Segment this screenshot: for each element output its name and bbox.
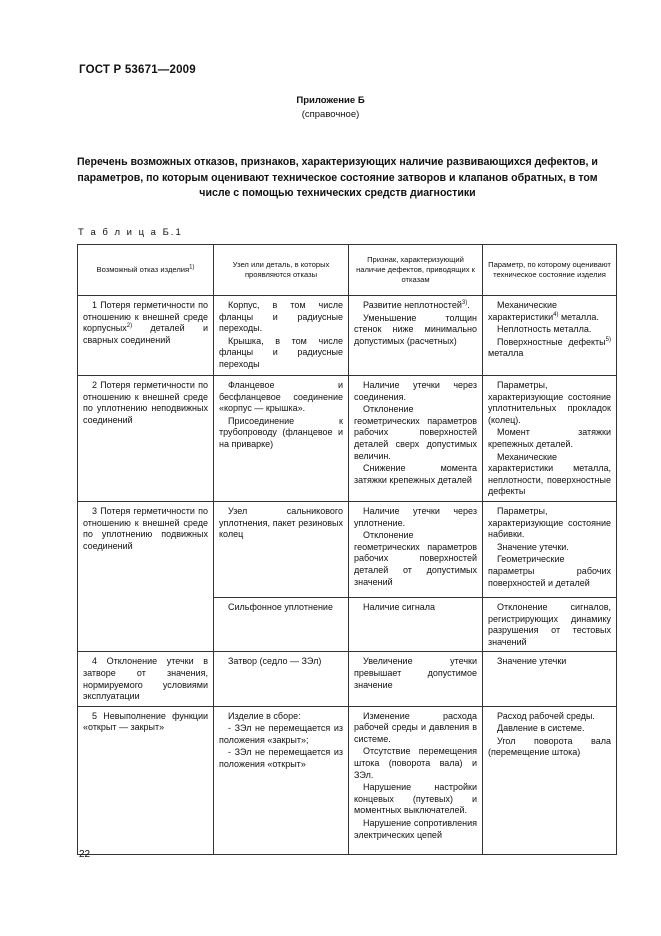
- table-row: [78, 376, 617, 502]
- table-caption: Т а б л и ц а Б.1: [78, 227, 183, 238]
- text-segment: Сильфонное уплотнение: [228, 601, 333, 612]
- standard-header: ГОСТ Р 53671—2009: [79, 64, 196, 76]
- text-segment: Узел или деталь, в которых проявляются отказы: [232, 260, 330, 279]
- table-cell: [78, 296, 214, 376]
- text-segment: 5 Невыполнение функции «открыт — закрыт»: [83, 710, 208, 733]
- text-segment: Параметры, характеризующие состояние набивки.: [488, 505, 611, 540]
- cell-paragraph: [354, 313, 477, 348]
- cell-paragraph: [83, 380, 208, 426]
- text-segment: Угол поворота вала (перемещение штока): [488, 735, 611, 758]
- footnote-ref: 2): [126, 323, 133, 330]
- cell-paragraph: [488, 711, 611, 723]
- text-segment: Фланцевое и бесфланцевое соединение «корпус — крышка».: [219, 380, 343, 414]
- text-segment: Наличие утечки через уплотнение.: [354, 505, 477, 528]
- cell-paragraph: [488, 656, 611, 668]
- cell-paragraph: [219, 711, 343, 723]
- text-segment: Наличие сигнала: [363, 601, 436, 612]
- footnote-ref: 4): [553, 311, 559, 318]
- table-cell: [483, 652, 617, 706]
- appendix-subtitle: (справочное): [301, 109, 360, 120]
- text-segment: Механические характеристики металла, неплотности, поверхностные дефекты: [488, 451, 611, 497]
- cell-paragraph: [354, 711, 477, 746]
- text-segment: металла: [488, 348, 524, 359]
- cell-paragraph: [488, 554, 611, 589]
- header-cell: [78, 245, 214, 296]
- footnote-ref: 1): [189, 264, 195, 271]
- cell-paragraph: [219, 506, 343, 541]
- table-cell: [214, 597, 349, 651]
- text-segment: 2 Потеря герметичности по отношению к внешней среде по уплотнению неподвижных соединений: [83, 380, 208, 425]
- page-number: 22: [79, 849, 91, 860]
- text-segment: Отклонение сигналов, регистрирующих динамику разрушения от тестовых значений: [488, 601, 611, 647]
- cell-paragraph: [219, 747, 343, 770]
- table-cell: [483, 597, 617, 651]
- cell-paragraph: [354, 656, 477, 691]
- cell-paragraph: [219, 723, 343, 746]
- text-segment: Параметр, по которому оценивают техническое состояние изделия: [488, 260, 611, 279]
- text-segment: 4 Отклонение утечки в затворе от значения, нормируемого условиями эксплуатации: [83, 656, 208, 702]
- table-row: [78, 296, 617, 376]
- cell-paragraph: [488, 427, 611, 450]
- cell-paragraph: [219, 656, 343, 668]
- text-segment: Изменение расхода рабочей среды и давления в системе.: [354, 710, 477, 744]
- cell-paragraph: [488, 602, 611, 648]
- table-cell: [483, 376, 617, 502]
- text-segment: Отсутствие перемещения штока (поворота вала) и ЗЭл.: [354, 746, 477, 780]
- table-cell: [214, 296, 349, 376]
- header-cell: [214, 245, 349, 296]
- table-cell: [78, 376, 214, 502]
- cell-paragraph: [488, 300, 611, 323]
- text-segment: Значение утечки.: [497, 541, 569, 552]
- table-header-row: [78, 245, 617, 296]
- failures-table: [77, 244, 617, 855]
- table-cell: [483, 501, 617, 597]
- text-segment: Момент затяжки крепежных деталей.: [488, 427, 611, 449]
- table-cell: [214, 501, 349, 597]
- cell-paragraph: [488, 452, 611, 498]
- text-segment: Увеличение утечки превышает допустимое значение: [354, 656, 477, 690]
- cell-paragraph: [488, 380, 611, 426]
- appendix-title: Приложение Б: [296, 95, 365, 106]
- cell-paragraph: [354, 300, 477, 312]
- table-cell: [214, 706, 349, 854]
- text-segment: Нарушение настройки концевых (путевых) и моментных выключателей.: [354, 782, 477, 816]
- table-cell: [214, 652, 349, 706]
- table-cell: [78, 706, 214, 854]
- table-cell: [78, 501, 214, 651]
- text-segment: Возможный отказ изделия: [96, 265, 190, 274]
- table-heading: Перечень возможных отказов, признаков, характеризующих наличие развивающихся дефектов, и параметров, по которым оценивают техническое состояние затворов и клапанов обратных, в том числе с помощью технических средств диагностики: [77, 156, 598, 199]
- cell-paragraph: [354, 602, 477, 614]
- cell-paragraph: [219, 300, 343, 335]
- cell-paragraph: [354, 746, 477, 781]
- cell-paragraph: [83, 711, 208, 734]
- cell-paragraph: [219, 380, 343, 415]
- text-segment: металла.: [558, 311, 599, 322]
- text-segment: 1 Потеря герметичности по отношению к внешней среде корпусных: [83, 300, 208, 334]
- header-cell: [483, 245, 617, 296]
- text-segment: Неплотность металла.: [497, 324, 592, 335]
- text-segment: Механические характеристики: [488, 300, 557, 322]
- text-segment: Снижение момента затяжки крепежных деталей: [354, 463, 477, 485]
- cell-paragraph: [354, 530, 477, 588]
- text-segment: Корпус, в том числе фланцы и радиусные переходы.: [219, 300, 343, 334]
- text-segment: Давление в системе.: [497, 723, 585, 734]
- table-cell: [483, 706, 617, 854]
- cell-paragraph: [83, 656, 208, 702]
- table-cell: [349, 597, 483, 651]
- text-segment: Затвор (седло — ЗЭл): [228, 656, 322, 667]
- text-segment: Уменьшение толщин стенок ниже минимально допустимых (расчетных): [354, 312, 477, 346]
- text-segment: Отклонение геометрических параметров рабочих поверхностей деталей от допустимых значений: [354, 530, 477, 587]
- cell-paragraph: [488, 736, 611, 759]
- table-cell: [483, 296, 617, 376]
- table-cell: [349, 706, 483, 854]
- cell-paragraph: [354, 463, 477, 486]
- text-segment: Крышка, в том числе фланцы и радиусные переходы: [219, 335, 343, 369]
- text-segment: .: [467, 300, 470, 310]
- footnote-ref: 3): [461, 300, 468, 306]
- cell-paragraph: [488, 506, 611, 541]
- table-row: [78, 501, 617, 597]
- table-cell: [349, 296, 483, 376]
- cell-paragraph: [488, 324, 611, 336]
- cell-paragraph: [219, 602, 343, 614]
- cell-paragraph: [83, 506, 208, 552]
- text-segment: Развитие неплотностей: [363, 300, 462, 310]
- cell-paragraph: [488, 337, 611, 360]
- table-row: [78, 706, 617, 854]
- table-row: [78, 652, 617, 706]
- footnote-ref: 5): [605, 336, 611, 343]
- cell-paragraph: [219, 416, 343, 451]
- text-segment: Геометрические параметры рабочих поверхностей и деталей: [488, 554, 611, 588]
- text-segment: Параметры, характеризующие состояние уплотнительных прокладок (колец).: [488, 380, 611, 425]
- cell-paragraph: [83, 300, 208, 346]
- cell-paragraph: [354, 782, 477, 817]
- table-cell: [349, 501, 483, 597]
- text-segment: Изделие в сборе:: [228, 710, 301, 721]
- cell-paragraph: [354, 506, 477, 529]
- table-cell: [349, 376, 483, 502]
- text-segment: деталей и сварных соединений: [83, 323, 208, 345]
- table-cell: [78, 652, 214, 706]
- text-segment: Узел сальникового уплотнения, пакет резиновых колец: [219, 505, 343, 540]
- text-segment: Расход рабочей среды.: [497, 710, 595, 721]
- text-segment: - ЗЭл не перемещается из положения «закрыт»;: [219, 723, 343, 745]
- cell-paragraph: [488, 723, 611, 735]
- text-segment: Присоединение к трубопроводу (фланцевое и на приварке): [219, 415, 343, 449]
- cell-paragraph: [219, 336, 343, 371]
- table-cell: [349, 652, 483, 706]
- table-cell: [214, 376, 349, 502]
- cell-paragraph: [354, 818, 477, 841]
- text-segment: Наличие утечки через соединения.: [354, 380, 477, 402]
- text-segment: - ЗЭл не перемещается из положения «открыт»: [219, 747, 343, 770]
- text-segment: 3 Потеря герметичности по отношению к внешней среде по уплотнению подвижных соединений: [83, 505, 208, 551]
- text-segment: Поверхностные дефекты: [497, 336, 606, 347]
- cell-paragraph: [354, 404, 477, 462]
- text-segment: Нарушение сопротивления электрических цепей: [354, 818, 477, 840]
- header-cell: [349, 245, 483, 296]
- cell-paragraph: [354, 380, 477, 403]
- text-segment: Признак, характеризующий наличие дефектов, приводящих к отказам: [356, 255, 475, 284]
- cell-paragraph: [488, 542, 611, 554]
- text-segment: Отклонение геометрических параметров рабочих поверхностей деталей сверх допустимых величин.: [354, 404, 477, 461]
- text-segment: Значение утечки: [497, 656, 567, 667]
